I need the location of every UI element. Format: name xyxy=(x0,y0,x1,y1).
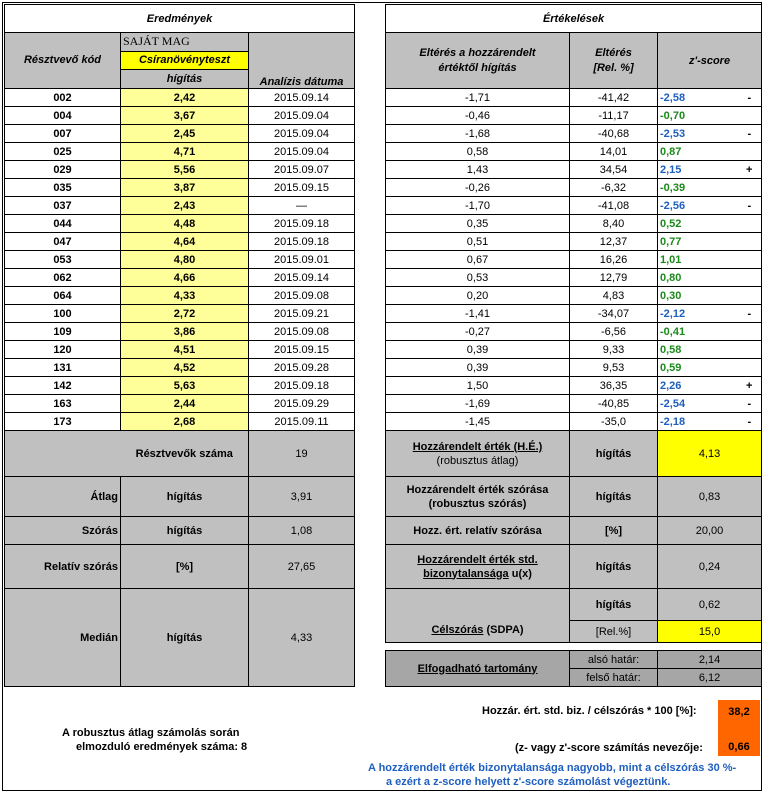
zscore-flag: - xyxy=(738,89,762,107)
ratio-value: 38,2 xyxy=(718,700,760,728)
deviation-rel-value: -11,17 xyxy=(570,107,658,125)
deviation-rel-value: 9,53 xyxy=(570,359,658,377)
col-zscore: z'-score xyxy=(658,33,762,89)
result-value: 2,44 xyxy=(121,395,249,413)
result-value: 2,42 xyxy=(121,89,249,107)
analysis-date: 2015.09.15 xyxy=(249,179,355,197)
deviation-rel-value: -41,42 xyxy=(570,89,658,107)
result-value: 4,64 xyxy=(121,233,249,251)
table-row xyxy=(5,305,355,323)
median-value: 4,33 xyxy=(249,589,355,687)
method-unit: hígítás xyxy=(121,70,249,89)
analysis-date: 2015.09.18 xyxy=(249,215,355,233)
zscore-value: -2,58 xyxy=(658,89,738,107)
assigned-value-unit: hígítás xyxy=(570,431,658,477)
deviation-rel-value: 14,01 xyxy=(570,143,658,161)
zscore-value: -2,18 xyxy=(658,413,738,431)
table-row xyxy=(386,287,762,305)
participant-code: 163 xyxy=(5,395,121,413)
median-unit: hígítás xyxy=(121,589,249,687)
count-value: 19 xyxy=(249,431,355,477)
sd-label: Szórás xyxy=(5,517,121,545)
table-row xyxy=(386,161,762,179)
method-name: Csíranövényteszt xyxy=(121,51,249,70)
deviation-rel-value: -35,0 xyxy=(570,413,658,431)
zscore-value: -0,70 xyxy=(658,107,738,125)
table-row xyxy=(5,89,355,107)
table-row xyxy=(386,377,762,395)
method-label: SAJÁT MAG xyxy=(121,33,249,52)
zscore-value: 0,59 xyxy=(658,359,738,377)
target-sd-value: 0,62 xyxy=(658,589,762,621)
assigned-relsd-value: 20,00 xyxy=(658,517,762,545)
table-row xyxy=(386,323,762,341)
analysis-date: 2015.09.08 xyxy=(249,323,355,341)
lower-limit-value: 2,14 xyxy=(658,651,762,669)
zscore-flag xyxy=(738,287,762,305)
result-value: 3,86 xyxy=(121,323,249,341)
zscore-value: 2,26 xyxy=(658,377,738,395)
result-value: 5,63 xyxy=(121,377,249,395)
table-row xyxy=(5,413,355,431)
analysis-date: 2015.09.21 xyxy=(249,305,355,323)
participant-code: 120 xyxy=(5,341,121,359)
assigned-sd-label: Hozzárendelt érték szórása (robusztus szórás) xyxy=(386,477,570,517)
robust-note-line1: A robusztus átlag számolás során xyxy=(62,727,240,739)
table-row xyxy=(5,377,355,395)
deviation-value: -1,71 xyxy=(386,89,570,107)
median-label: Medián xyxy=(5,589,121,687)
deviation-rel-value: -6,56 xyxy=(570,323,658,341)
deviation-rel-value: 8,40 xyxy=(570,215,658,233)
table-row xyxy=(5,179,355,197)
deviation-value: 1,43 xyxy=(386,161,570,179)
deviation-rel-value: -40,68 xyxy=(570,125,658,143)
table-row xyxy=(5,323,355,341)
denominator-value: 0,66 xyxy=(718,728,760,756)
result-value: 2,45 xyxy=(121,125,249,143)
deviation-value: 0,20 xyxy=(386,287,570,305)
deviation-value: 0,39 xyxy=(386,341,570,359)
zscore-value: 1,01 xyxy=(658,251,738,269)
deviation-rel-value: 12,37 xyxy=(570,233,658,251)
table-row xyxy=(5,251,355,269)
assigned-value-label: Hozzárendelt érték (H.É.) (robusztus átlag) xyxy=(386,431,570,477)
deviation-value: 1,50 xyxy=(386,377,570,395)
assigned-value: 4,13 xyxy=(658,431,762,477)
zscore-value: 2,15 xyxy=(658,161,738,179)
deviation-rel-value: 36,35 xyxy=(570,377,658,395)
zscore-note-line1: A hozzárendelt érték bizonytalansága nagyobb, mint a célszórás 30 %- xyxy=(368,762,737,774)
participant-code: 002 xyxy=(5,89,121,107)
participant-code: 142 xyxy=(5,377,121,395)
zscore-flag: - xyxy=(738,413,762,431)
result-value: 4,51 xyxy=(121,341,249,359)
table-row xyxy=(386,341,762,359)
target-sd-rel-unit: [Rel.%] xyxy=(570,621,658,643)
zscore-flag: + xyxy=(738,161,762,179)
participant-code: 109 xyxy=(5,323,121,341)
participant-code: 029 xyxy=(5,161,121,179)
deviation-rel-value: -6,32 xyxy=(570,179,658,197)
zscore-flag xyxy=(738,215,762,233)
zscore-flag xyxy=(738,359,762,377)
col-analysis-date: Analízis dátuma xyxy=(249,33,355,89)
zscore-flag xyxy=(738,341,762,359)
table-row xyxy=(386,179,762,197)
participant-code: 044 xyxy=(5,215,121,233)
deviation-value: -1,45 xyxy=(386,413,570,431)
zscore-flag: - xyxy=(738,125,762,143)
relsd-label: Relatív szórás xyxy=(5,545,121,589)
robust-note-line2: elmozduló eredmények száma: 8 xyxy=(76,741,248,753)
zscore-value: 0,58 xyxy=(658,341,738,359)
zscore-flag xyxy=(738,269,762,287)
zscore-value: 0,77 xyxy=(658,233,738,251)
table-row xyxy=(386,359,762,377)
analysis-date: 2015.09.14 xyxy=(249,89,355,107)
table-row xyxy=(5,359,355,377)
analysis-date: 2015.09.18 xyxy=(249,377,355,395)
zscore-note-line2: a ezért a z-score helyett z'-score számolást végeztünk. xyxy=(386,776,671,788)
uncertainty-unit: hígítás xyxy=(570,545,658,589)
table-row xyxy=(386,89,762,107)
deviation-rel-value: 34,54 xyxy=(570,161,658,179)
mean-label: Átlag xyxy=(5,477,121,517)
table-row xyxy=(5,161,355,179)
analysis-date: 2015.09.11 xyxy=(249,413,355,431)
zscore-value: -2,56 xyxy=(658,197,738,215)
table-row xyxy=(386,107,762,125)
zscore-value: -2,53 xyxy=(658,125,738,143)
deviation-value: -1,70 xyxy=(386,197,570,215)
participant-code: 173 xyxy=(5,413,121,431)
deviation-value: -0,46 xyxy=(386,107,570,125)
result-value: 5,56 xyxy=(121,161,249,179)
result-value: 2,72 xyxy=(121,305,249,323)
zscore-flag: - xyxy=(738,305,762,323)
participant-code: 025 xyxy=(5,143,121,161)
deviation-value: 0,67 xyxy=(386,251,570,269)
results-table xyxy=(4,4,355,687)
zscore-value: -2,12 xyxy=(658,305,738,323)
table-row xyxy=(386,305,762,323)
relsd-unit: [%] xyxy=(121,545,249,589)
table-row xyxy=(386,125,762,143)
deviation-value: -0,26 xyxy=(386,179,570,197)
ratio-label: Hozzár. ért. std. biz. / célszórás * 100 [%]: xyxy=(482,705,697,717)
target-sd-rel-value: 15,0 xyxy=(658,621,762,643)
deviation-rel-value: 4,83 xyxy=(570,287,658,305)
table-row xyxy=(386,233,762,251)
participant-code: 035 xyxy=(5,179,121,197)
zscore-flag xyxy=(738,179,762,197)
deviation-value: 0,58 xyxy=(386,143,570,161)
zscore-flag: - xyxy=(738,395,762,413)
zscore-flag xyxy=(738,143,762,161)
mean-unit: hígítás xyxy=(121,477,249,517)
table-row xyxy=(5,287,355,305)
col-deviation-rel: Eltérés [Rel. %] xyxy=(570,33,658,89)
deviation-value: 0,53 xyxy=(386,269,570,287)
deviation-rel-value: -34,07 xyxy=(570,305,658,323)
result-value: 4,66 xyxy=(121,269,249,287)
table-row xyxy=(386,251,762,269)
analysis-date: 2015.09.18 xyxy=(249,233,355,251)
deviation-value: 0,35 xyxy=(386,215,570,233)
upper-limit-value: 6,12 xyxy=(658,669,762,687)
zscore-value: 0,30 xyxy=(658,287,738,305)
zscore-flag xyxy=(738,323,762,341)
zscore-flag xyxy=(738,251,762,269)
assigned-relsd-unit: [%] xyxy=(570,517,658,545)
sd-value: 1,08 xyxy=(249,517,355,545)
results-title: Eredmények xyxy=(5,5,355,33)
participant-code: 062 xyxy=(5,269,121,287)
assigned-relsd-label: Hozz. ért. relatív szórása xyxy=(386,517,570,545)
deviation-rel-value: 12,79 xyxy=(570,269,658,287)
analysis-date: 2015.09.08 xyxy=(249,287,355,305)
result-value: 2,68 xyxy=(121,413,249,431)
analysis-date: 2015.09.07 xyxy=(249,161,355,179)
count-label: Résztvevők száma xyxy=(121,431,249,477)
deviation-value: 0,51 xyxy=(386,233,570,251)
participant-code: 007 xyxy=(5,125,121,143)
mean-value: 3,91 xyxy=(249,477,355,517)
zscore-flag xyxy=(738,233,762,251)
participant-code: 100 xyxy=(5,305,121,323)
result-value: 4,48 xyxy=(121,215,249,233)
table-row xyxy=(5,107,355,125)
uncertainty-value: 0,24 xyxy=(658,545,762,589)
analysis-date: 2015.09.04 xyxy=(249,107,355,125)
zscore-flag: + xyxy=(738,377,762,395)
result-value: 4,33 xyxy=(121,287,249,305)
analysis-date: 2015.09.28 xyxy=(249,359,355,377)
deviation-rel-value: 16,26 xyxy=(570,251,658,269)
participant-code: 037 xyxy=(5,197,121,215)
deviation-value: -1,41 xyxy=(386,305,570,323)
deviation-rel-value: -40,85 xyxy=(570,395,658,413)
lower-limit-label: alsó határ: xyxy=(570,651,658,669)
sd-unit: hígítás xyxy=(121,517,249,545)
upper-limit-label: felső határ: xyxy=(570,669,658,687)
participant-code: 047 xyxy=(5,233,121,251)
analysis-date: 2015.09.14 xyxy=(249,269,355,287)
analysis-date: 2015.09.04 xyxy=(249,143,355,161)
zscore-flag: - xyxy=(738,197,762,215)
table-row xyxy=(386,215,762,233)
analysis-date: — xyxy=(249,197,355,215)
table-row xyxy=(386,413,762,431)
deviation-rel-value: -41,08 xyxy=(570,197,658,215)
table-row xyxy=(5,215,355,233)
table-row xyxy=(386,197,762,215)
evaluation-table xyxy=(385,4,762,687)
table-row xyxy=(5,197,355,215)
analysis-date: 2015.09.29 xyxy=(249,395,355,413)
table-row xyxy=(386,143,762,161)
uncertainty-label: Hozzárendelt érték std. bizonytalansága u(x) xyxy=(386,545,570,589)
zscore-value: -0,41 xyxy=(658,323,738,341)
evaluation-title: Értékelések xyxy=(386,5,762,33)
denominator-label: (z- vagy z'-score számítás nevezője: xyxy=(515,742,703,754)
table-row xyxy=(5,143,355,161)
analysis-date: 2015.09.15 xyxy=(249,341,355,359)
relsd-value: 27,65 xyxy=(249,545,355,589)
zscore-value: -0,39 xyxy=(658,179,738,197)
table-row xyxy=(5,341,355,359)
deviation-rel-value: 9,33 xyxy=(570,341,658,359)
result-value: 4,71 xyxy=(121,143,249,161)
participant-code: 064 xyxy=(5,287,121,305)
target-sd-unit: hígítás xyxy=(570,589,658,621)
result-value: 3,67 xyxy=(121,107,249,125)
result-value: 3,87 xyxy=(121,179,249,197)
assigned-sd-unit: hígítás xyxy=(570,477,658,517)
analysis-date: 2015.09.01 xyxy=(249,251,355,269)
result-value: 2,43 xyxy=(121,197,249,215)
participant-code: 004 xyxy=(5,107,121,125)
zscore-value: 0,52 xyxy=(658,215,738,233)
participant-code: 053 xyxy=(5,251,121,269)
col-participant-code: Résztvevő kód xyxy=(5,33,121,89)
col-deviation: Eltérés a hozzárendelt értéktől hígítás xyxy=(386,33,570,89)
assigned-sd-value: 0,83 xyxy=(658,477,762,517)
table-row xyxy=(386,269,762,287)
deviation-value: -1,69 xyxy=(386,395,570,413)
acceptable-range-label: Elfogadható tartomány xyxy=(386,651,570,687)
deviation-value: -0,27 xyxy=(386,323,570,341)
zscore-flag xyxy=(738,107,762,125)
target-sd-label: Célszórás (SDPA) xyxy=(386,589,570,643)
zscore-value: 0,80 xyxy=(658,269,738,287)
table-row xyxy=(5,125,355,143)
table-row xyxy=(5,269,355,287)
deviation-value: 0,39 xyxy=(386,359,570,377)
deviation-value: -1,68 xyxy=(386,125,570,143)
result-value: 4,80 xyxy=(121,251,249,269)
analysis-date: 2015.09.04 xyxy=(249,125,355,143)
table-row xyxy=(5,395,355,413)
result-value: 4,52 xyxy=(121,359,249,377)
zscore-value: -2,54 xyxy=(658,395,738,413)
zscore-value: 0,87 xyxy=(658,143,738,161)
participant-code: 131 xyxy=(5,359,121,377)
table-row xyxy=(5,233,355,251)
table-row xyxy=(386,395,762,413)
